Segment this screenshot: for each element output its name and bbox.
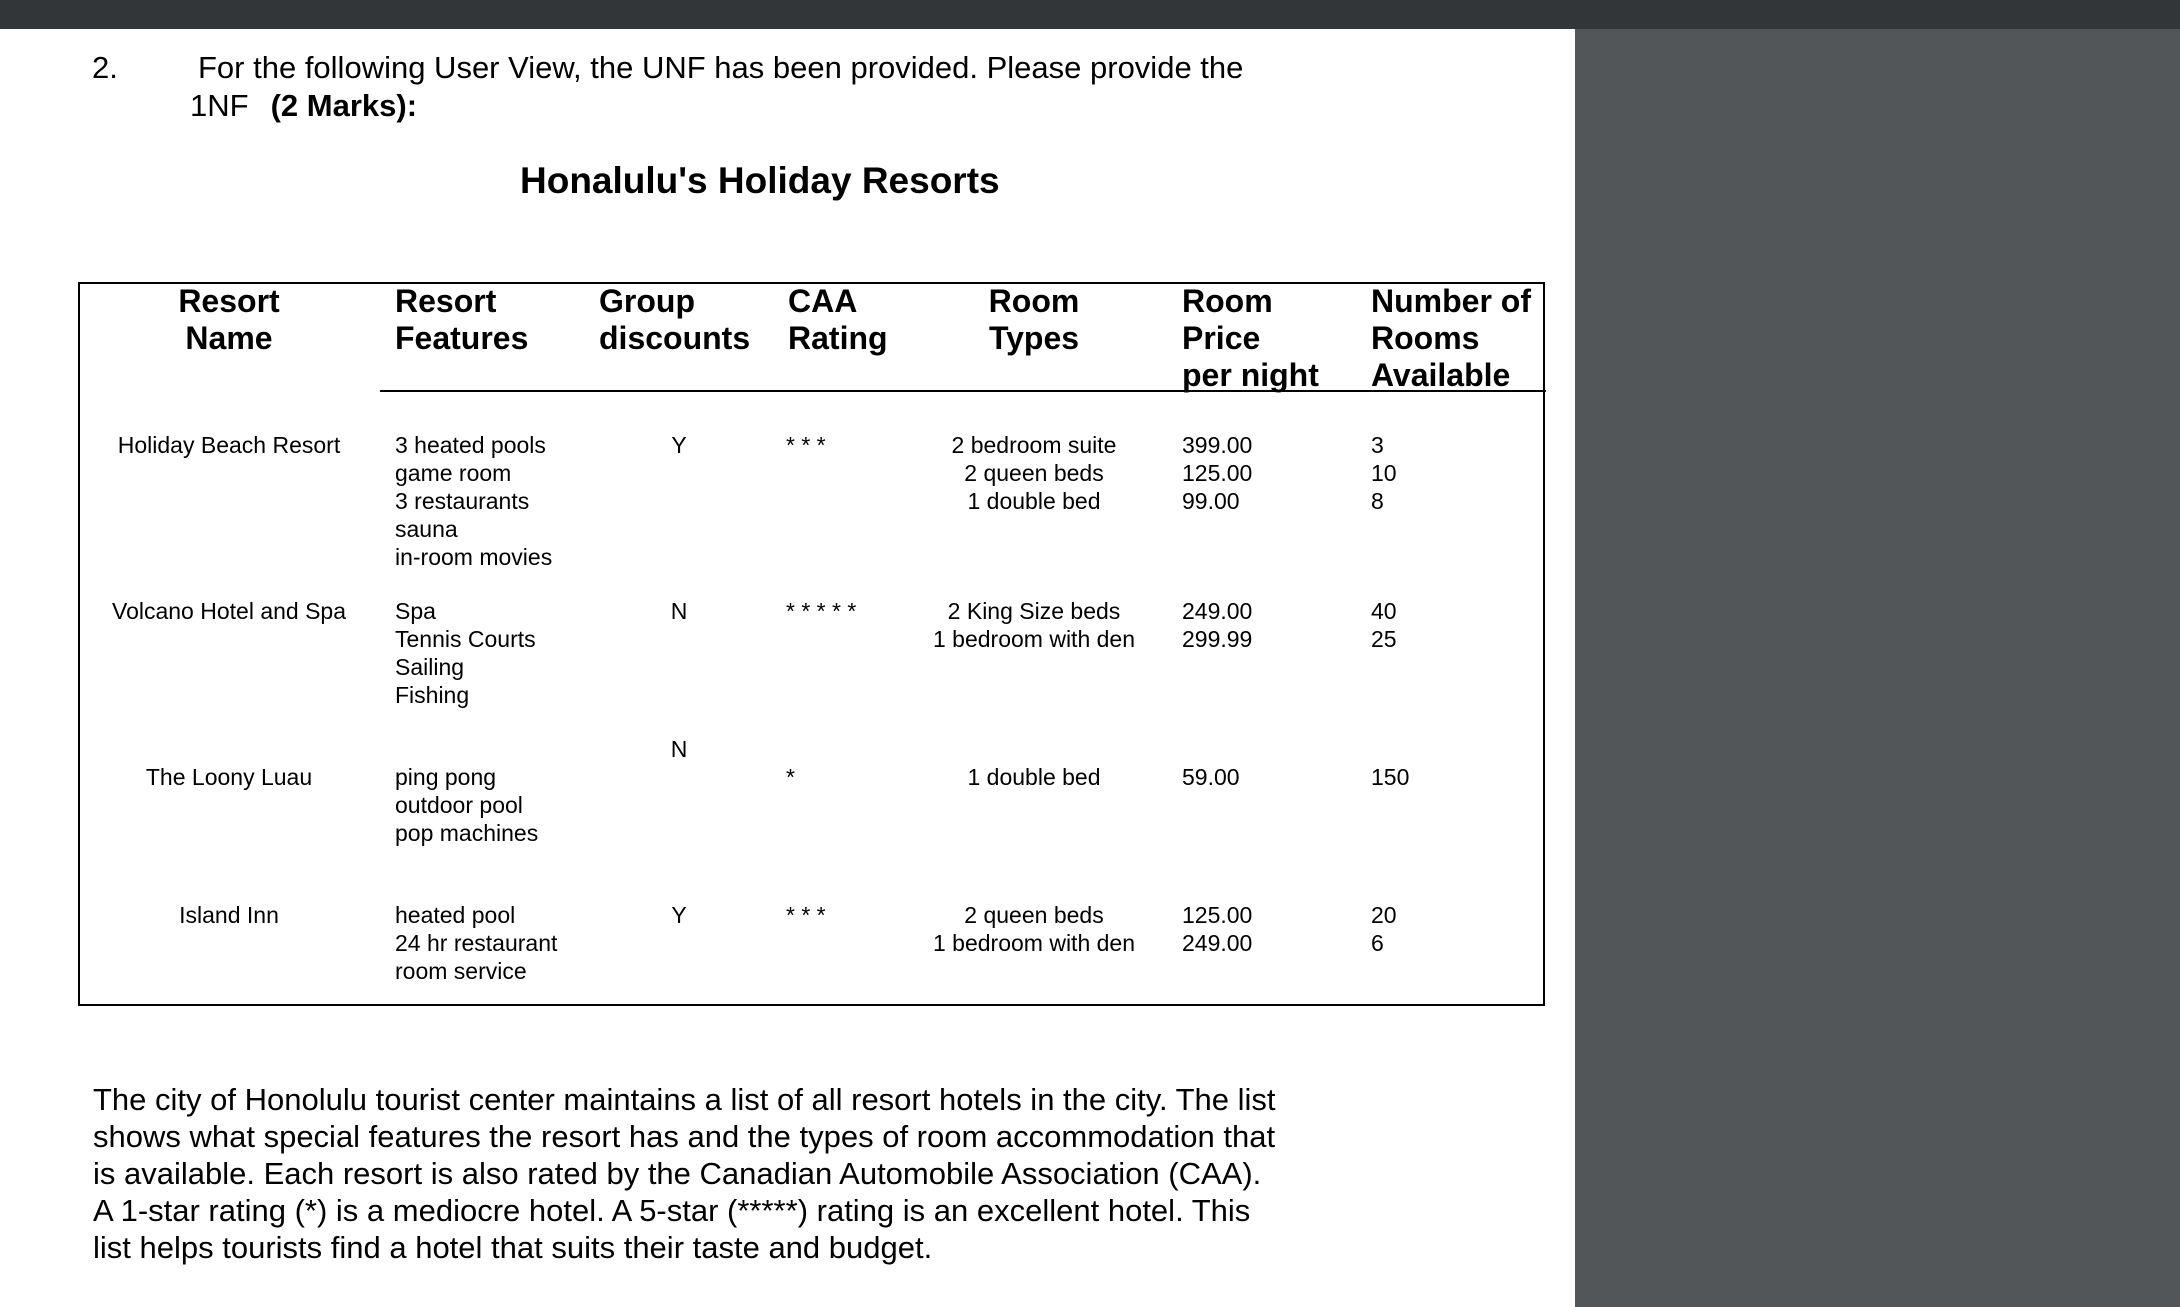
- caa-rating: *: [786, 764, 795, 790]
- caa-rating: * * * * *: [786, 598, 857, 624]
- header-room-price: Room Price per night: [1182, 283, 1319, 393]
- room-types: 2 King Size beds 1 bedroom with den: [932, 598, 1136, 652]
- document-page: [0, 29, 1575, 1307]
- resort-features: 3 heated pools game room 3 restaurants sauna in-room movies: [395, 432, 553, 570]
- room-types: 1 double bed: [967, 764, 1101, 790]
- group-discount: Y: [671, 432, 687, 458]
- group-discount: N: [670, 598, 688, 624]
- resort-name: Holiday Beach Resort: [117, 432, 341, 458]
- resort-features: heated pool 24 hr restaurant room service: [395, 902, 558, 984]
- question-marks: (2 Marks):: [270, 88, 418, 123]
- caa-rating: * * *: [786, 432, 826, 458]
- group-discount: Y: [671, 902, 687, 928]
- table-title: Honalulu's Holiday Resorts: [520, 160, 1000, 201]
- room-prices: 125.00 249.00: [1182, 902, 1253, 956]
- question-text-line2: [190, 88, 417, 124]
- room-types: 2 bedroom suite 2 queen beds 1 double bed: [951, 432, 1117, 514]
- group-discount: N: [670, 736, 688, 762]
- viewer-toolbar: [0, 0, 2180, 29]
- description-paragraph: The city of Honolulu tourist center maintains a list of all resort hotels in the city. The list shows what special features the resort has and the types of room accommodation that is available. Each resort is also rated by the Canadian Automobile Association (CAA). A 1-star rating (*) is a mediocre hotel. A 5-star (*****) rating is an excellent hotel. This list helps tourists find a hotel that suits their taste and budget.: [93, 1082, 1276, 1265]
- rooms-available: 3 10 8: [1371, 432, 1397, 514]
- header-room-types: Room Types: [988, 283, 1080, 356]
- room-prices: 59.00: [1182, 764, 1240, 790]
- resort-features: ping pong outdoor pool pop machines: [395, 764, 539, 846]
- rooms-available: 20 6: [1371, 902, 1397, 956]
- question-nf: 1NF: [190, 88, 249, 123]
- resort-name: The Loony Luau: [145, 764, 313, 790]
- caa-rating: * * *: [786, 902, 826, 928]
- question-number: 2.: [92, 50, 118, 85]
- header-resort-features: Resort Features: [395, 283, 529, 356]
- header-caa-rating: CAA Rating: [788, 283, 888, 356]
- resort-features: Spa Tennis Courts Sailing Fishing: [395, 598, 536, 708]
- rooms-available: 150: [1371, 764, 1410, 790]
- room-types: 2 queen beds 1 bedroom with den: [932, 902, 1136, 956]
- room-prices: 249.00 299.99: [1182, 598, 1253, 652]
- room-prices: 399.00 125.00 99.00: [1182, 432, 1253, 514]
- resort-name: Island Inn: [179, 902, 279, 928]
- question-text: For the following User View, the UNF has been provided. Please provide the: [198, 50, 1244, 85]
- header-group-discounts: Group discounts: [599, 283, 751, 356]
- rooms-available: 40 25: [1371, 598, 1397, 652]
- resort-name: Volcano Hotel and Spa: [111, 598, 347, 624]
- header-resort-name: Resort Name: [178, 283, 280, 356]
- header-rooms-available: Number of Rooms Available: [1371, 283, 1531, 393]
